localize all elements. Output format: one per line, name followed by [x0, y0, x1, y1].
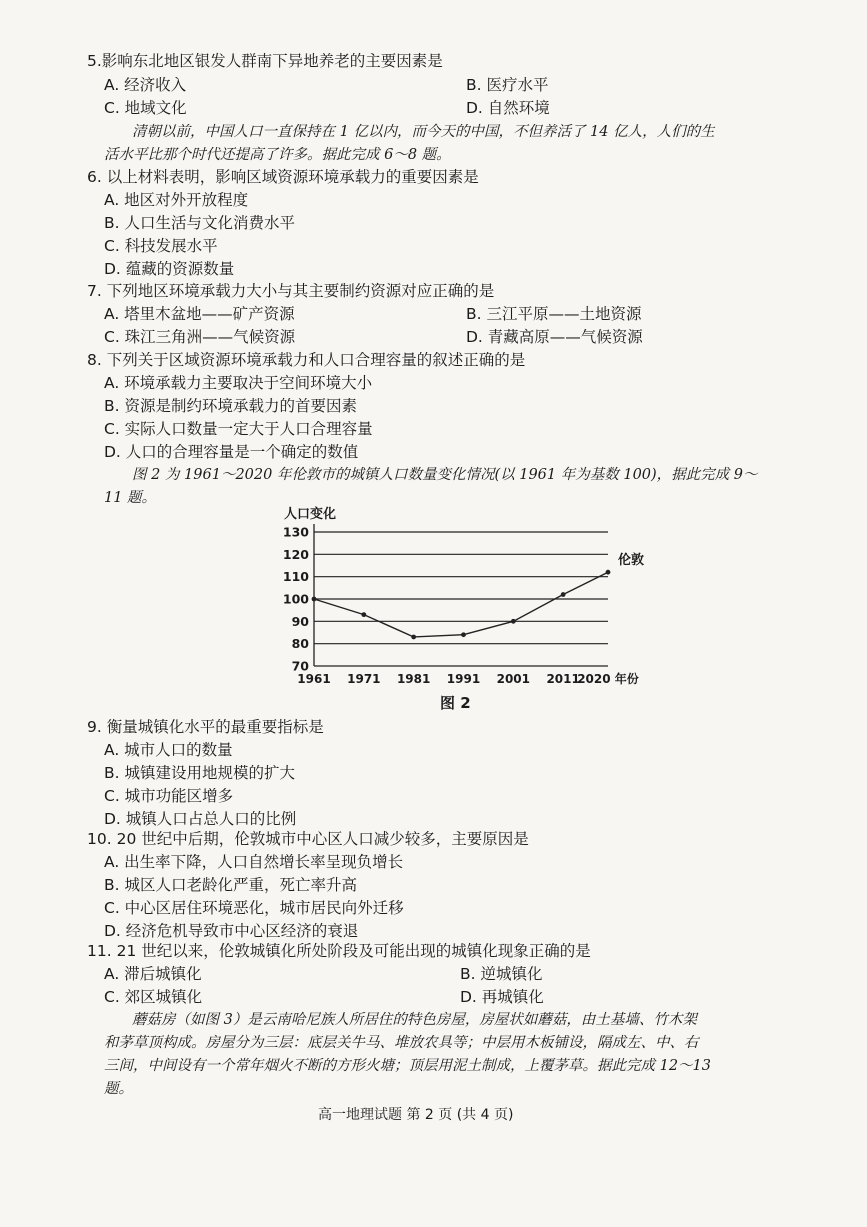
q5-option-a: A. 经济收入 — [104, 76, 187, 94]
q7-stem: 7. 下列地区环境承载力大小与其主要制约资源对应正确的是 — [87, 282, 495, 300]
data-point — [461, 632, 466, 637]
q5-option-d: D. 自然环境 — [466, 99, 550, 117]
q7-option-c: C. 珠江三角洲——气候资源 — [104, 328, 296, 346]
x-tick-label: 1991 — [446, 672, 481, 686]
x-tick-label: 1961 — [297, 672, 331, 686]
y-tick-label: 70 — [291, 658, 309, 674]
q11-stem: 11. 21 世纪以来，伦敦城镇化所处阶段及可能出现的城镇化现象正确的是 — [87, 942, 591, 960]
data-point — [312, 597, 317, 602]
q5-stem: 5.影响东北地区银发人群南下异地养老的主要因素是 — [87, 52, 443, 70]
q9-option-d: D. 城镇人口占总人口的比例 — [104, 810, 297, 828]
q11-option-c: C. 郊区城镇化 — [104, 988, 203, 1006]
q9-option-a: A. 城市人口的数量 — [104, 741, 233, 759]
passage1-line2: 活水平比那个时代还提高了许多。据此完成 6～8 题。 — [104, 147, 451, 163]
passage3-line2: 和茅草顶构成。房屋分为三层：底层关牛马、堆放农具等；中层用木板铺设，隔成左、中、右 — [104, 1035, 699, 1051]
q7-option-a: A. 塔里木盆地——矿产资源 — [104, 305, 295, 323]
q10-stem: 10. 20 世纪中后期，伦敦城市中心区人口减少较多，主要原因是 — [87, 830, 529, 848]
q10-option-b: B. 城区人口老龄化严重，死亡率升高 — [104, 876, 357, 894]
q8-option-d: D. 人口的合理容量是一个确定的数值 — [104, 443, 359, 461]
population-line-chart — [270, 502, 670, 702]
q11-option-d: D. 再城镇化 — [460, 988, 544, 1006]
page-footer: 高一地理试题 第 2 页 (共 4 页) — [318, 1107, 514, 1123]
x-tick-label: 1981 — [396, 672, 431, 686]
x-tick-label: 2011 — [546, 672, 580, 686]
passage1-line1: 清朝以前，中国人口一直保持在 1 亿以内，而今天的中国，不但养活了 14 亿人，人们的生 — [132, 124, 715, 140]
passage3-line1: 蘑菇房（如图 3）是云南哈尼族人所居住的特色房屋，房屋状如蘑菇，由土基墙、竹木架 — [132, 1012, 697, 1028]
q6-option-d: D. 蕴藏的资源数量 — [104, 260, 235, 278]
y-tick-label: 80 — [291, 636, 309, 652]
y-tick-label: 90 — [291, 613, 309, 629]
q8-option-c: C. 实际人口数量一定大于人口合理容量 — [104, 420, 373, 438]
q8-stem: 8. 下列关于区域资源环境承载力和人口合理容量的叙述正确的是 — [87, 351, 526, 369]
q5-option-c: C. 地域文化 — [104, 99, 187, 117]
q8-option-b: B. 资源是制约环境承载力的首要因素 — [104, 397, 357, 415]
series-label: 伦敦 — [618, 553, 645, 569]
q9-option-b: B. 城镇建设用地规模的扩大 — [104, 764, 295, 782]
passage3-line4: 题。 — [104, 1081, 133, 1097]
passage2-line2: 11 题。 — [104, 490, 157, 506]
q10-option-a: A. 出生率下降，人口自然增长率呈现负增长 — [104, 853, 404, 871]
data-point — [411, 635, 416, 640]
q6-option-b: B. 人口生活与文化消费水平 — [104, 214, 295, 232]
y-tick-label: 130 — [282, 524, 309, 540]
x-tick-label: 1971 — [347, 672, 381, 686]
x-tick-label: 2020 年份 — [577, 672, 639, 686]
q9-option-c: C. 城市功能区增多 — [104, 787, 234, 805]
x-tick-label: 2001 — [496, 672, 531, 686]
figure-caption: 图 2 — [440, 694, 471, 712]
q11-option-b: B. 逆城镇化 — [460, 965, 543, 983]
q11-option-a: A. 滞后城镇化 — [104, 965, 202, 983]
q10-option-d: D. 经济危机导致市中心区经济的衰退 — [104, 922, 359, 940]
data-point — [561, 592, 566, 597]
q7-option-b: B. 三江平原——土地资源 — [466, 305, 642, 323]
q6-option-c: C. 科技发展水平 — [104, 237, 218, 255]
passage3-line3: 三间，中间设有一个常年烟火不断的方形火塘；顶层用泥土制成，上覆茅草。据此完成 12～13 — [104, 1058, 712, 1074]
data-point — [606, 570, 611, 575]
y-tick-label: 120 — [282, 546, 309, 562]
data-point — [361, 612, 366, 617]
q5-option-b: B. 医疗水平 — [466, 76, 549, 94]
y-tick-label: 110 — [282, 569, 309, 585]
y-axis-label: 人口变化 — [284, 507, 337, 522]
data-point — [511, 619, 516, 624]
q9-stem: 9. 衡量城镇化水平的最重要指标是 — [87, 718, 324, 736]
q10-option-c: C. 中心区居住环境恶化，城市居民向外迁移 — [104, 899, 404, 917]
passage2-line1: 图 2 为 1961～2020 年伦敦市的城镇人口数量变化情况(以 1961 年为基数 100)，据此完成 9～ — [132, 467, 758, 483]
q6-stem: 6. 以上材料表明，影响区域资源环境承载力的重要因素是 — [87, 168, 479, 186]
y-tick-label: 100 — [282, 591, 309, 607]
q6-option-a: A. 地区对外开放程度 — [104, 191, 249, 209]
series-line — [314, 572, 608, 637]
q7-option-d: D. 青藏高原——气候资源 — [466, 328, 643, 346]
q8-option-a: A. 环境承载力主要取决于空间环境大小 — [104, 374, 373, 392]
